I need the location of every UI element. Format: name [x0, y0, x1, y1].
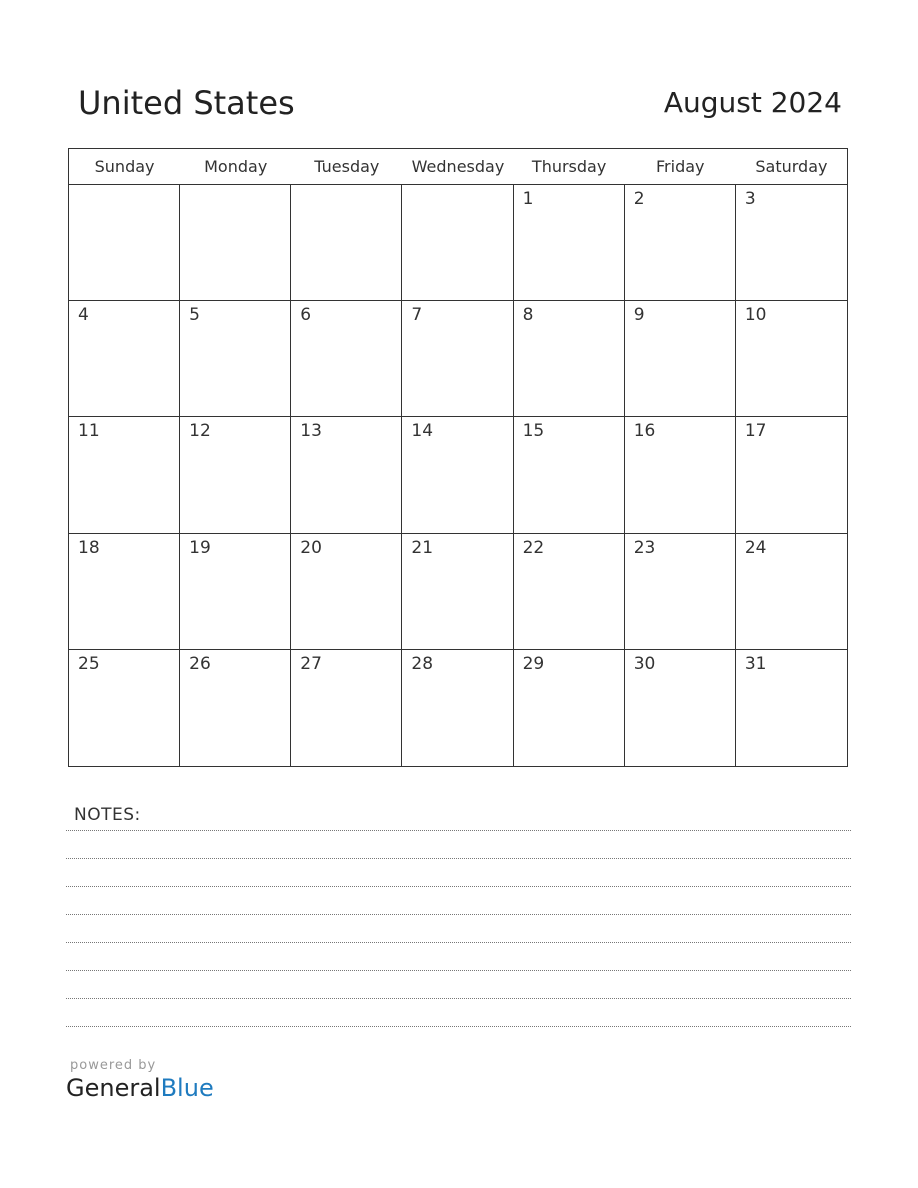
day-number: 1 [522, 189, 534, 209]
day-grid [69, 185, 847, 766]
day-cell-24 [736, 534, 847, 650]
day-cell-11 [69, 417, 180, 533]
day-cell-7 [402, 301, 513, 417]
weekday-sunday: Sunday [94, 157, 155, 176]
note-line [66, 970, 851, 971]
day-number: 30 [633, 653, 656, 674]
day-number: 3 [744, 189, 756, 209]
day-cell-18 [69, 534, 180, 650]
day-cell-27 [291, 650, 402, 766]
day-number: 24 [744, 537, 767, 558]
day-number: 19 [189, 537, 211, 558]
day-cell-21 [402, 534, 513, 650]
day-number: 20 [300, 537, 322, 558]
weekday-monday: Monday [204, 157, 268, 176]
note-line [66, 1026, 851, 1027]
day-cell-20 [291, 534, 402, 650]
day-number: 4 [78, 305, 89, 326]
day-cell-5 [180, 301, 291, 417]
generalblue-logo[interactable] [66, 1074, 214, 1102]
day-number: 11 [78, 421, 100, 442]
day-number: 18 [78, 537, 100, 558]
day-cell-26 [180, 650, 291, 766]
empty-day-cell [291, 185, 402, 301]
day-number: 21 [411, 537, 434, 558]
day-number: 29 [522, 653, 545, 674]
note-line [66, 830, 851, 831]
weekday-tuesday: Tuesday [314, 157, 380, 176]
day-cell-28 [402, 650, 513, 766]
day-number: 27 [300, 653, 322, 674]
day-cell-8 [514, 301, 625, 417]
day-cell-17 [736, 417, 847, 533]
note-line [66, 942, 851, 943]
weekday-thursday: Thursday [531, 157, 607, 176]
month-title: August 2024 [663, 86, 842, 119]
day-cell-16 [625, 417, 736, 533]
day-number: 6 [300, 305, 312, 326]
day-number: 22 [522, 537, 545, 558]
day-number: 13 [300, 421, 322, 442]
day-number: 14 [411, 421, 434, 442]
day-cell-1 [514, 185, 625, 301]
empty-day-cell [180, 185, 291, 301]
weekday-friday: Friday [656, 157, 705, 176]
brand-text-blue: Blue [160, 1074, 214, 1102]
day-cell-10 [736, 301, 847, 417]
day-number: 17 [744, 421, 767, 442]
calendar-grid [68, 148, 848, 767]
weekday-saturday: Saturday [755, 157, 828, 176]
weekday-header-row [69, 149, 847, 185]
day-cell-25 [69, 650, 180, 766]
day-cell-19 [180, 534, 291, 650]
note-line [66, 858, 851, 859]
day-number: 23 [633, 537, 656, 558]
note-line [66, 914, 851, 915]
day-cell-3 [736, 185, 847, 301]
day-cell-30 [625, 650, 736, 766]
day-cell-13 [291, 417, 402, 533]
day-number: 12 [189, 421, 211, 442]
day-number: 9 [633, 305, 645, 326]
day-number: 10 [744, 305, 767, 326]
day-cell-22 [514, 534, 625, 650]
day-cell-29 [514, 650, 625, 766]
day-number: 5 [189, 305, 200, 326]
empty-day-cell [402, 185, 513, 301]
day-cell-9 [625, 301, 736, 417]
powered-by-text: powered by [70, 1058, 157, 1073]
day-cell-2 [625, 185, 736, 301]
day-cell-23 [625, 534, 736, 650]
day-number: 31 [744, 653, 767, 674]
day-cell-15 [514, 417, 625, 533]
day-number: 15 [522, 421, 545, 442]
day-number: 16 [633, 421, 656, 442]
weekday-wednesday: Wednesday [411, 157, 505, 176]
day-number: 8 [522, 305, 534, 326]
note-line [66, 886, 851, 887]
country-title: United States [78, 84, 295, 122]
day-cell-6 [291, 301, 402, 417]
day-number: 26 [189, 653, 211, 674]
day-cell-14 [402, 417, 513, 533]
empty-day-cell [69, 185, 180, 301]
day-number: 7 [411, 305, 423, 326]
day-cell-31 [736, 650, 847, 766]
notes-label: NOTES: [74, 805, 141, 825]
day-cell-4 [69, 301, 180, 417]
day-cell-12 [180, 417, 291, 533]
day-number: 25 [78, 653, 100, 674]
day-number: 2 [633, 189, 645, 209]
day-number: 28 [411, 653, 434, 674]
brand-text-general: General [66, 1074, 161, 1102]
note-line [66, 998, 851, 999]
